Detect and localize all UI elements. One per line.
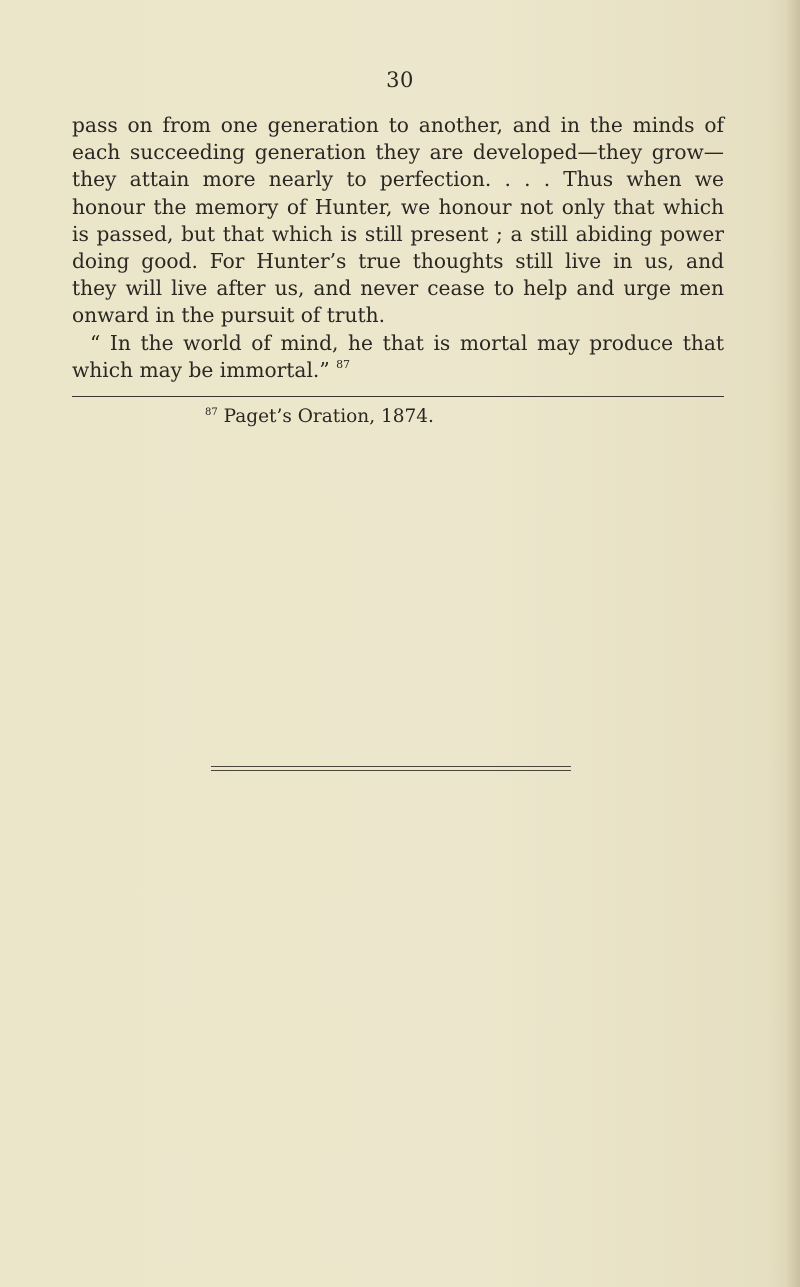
end-rule-line	[211, 766, 571, 767]
body-line: doing good. For Hunter’s true thoughts still live in us, and	[72, 249, 724, 274]
body-line: pass on from one generation to another, and in the minds of	[72, 113, 724, 137]
body-line: honour the memory of Hunter, we honour not only that which	[72, 194, 724, 219]
quotation-line: “ In the world of mind, he that is mortal may produce that	[90, 330, 724, 355]
body-line: each succeeding generation they are developed—they grow—	[72, 140, 724, 165]
quotation-text: which may be immortal.”	[72, 357, 330, 382]
end-of-chapter-rule	[211, 766, 571, 774]
body-text	[72, 112, 724, 384]
footnote	[205, 405, 434, 429]
page-edge-shadow	[786, 0, 800, 1287]
footnote-reference: 87	[336, 357, 351, 371]
footnote-text: Paget’s Oration, 1874.	[223, 406, 434, 427]
footnote-separator	[72, 396, 724, 397]
body-line: they attain more nearly to perfection. . . . Thus when we	[72, 167, 724, 192]
end-rule-line	[211, 770, 571, 771]
body-line: is passed, but that which is still present ; a still abiding power	[72, 221, 724, 246]
footnote-number: 87	[205, 407, 218, 418]
page-number: 30	[386, 68, 414, 92]
quotation-line-end	[72, 357, 724, 384]
body-line: onward in the pursuit of truth.	[72, 303, 386, 328]
body-line: they will live after us, and never cease to help and urge men	[72, 276, 724, 301]
